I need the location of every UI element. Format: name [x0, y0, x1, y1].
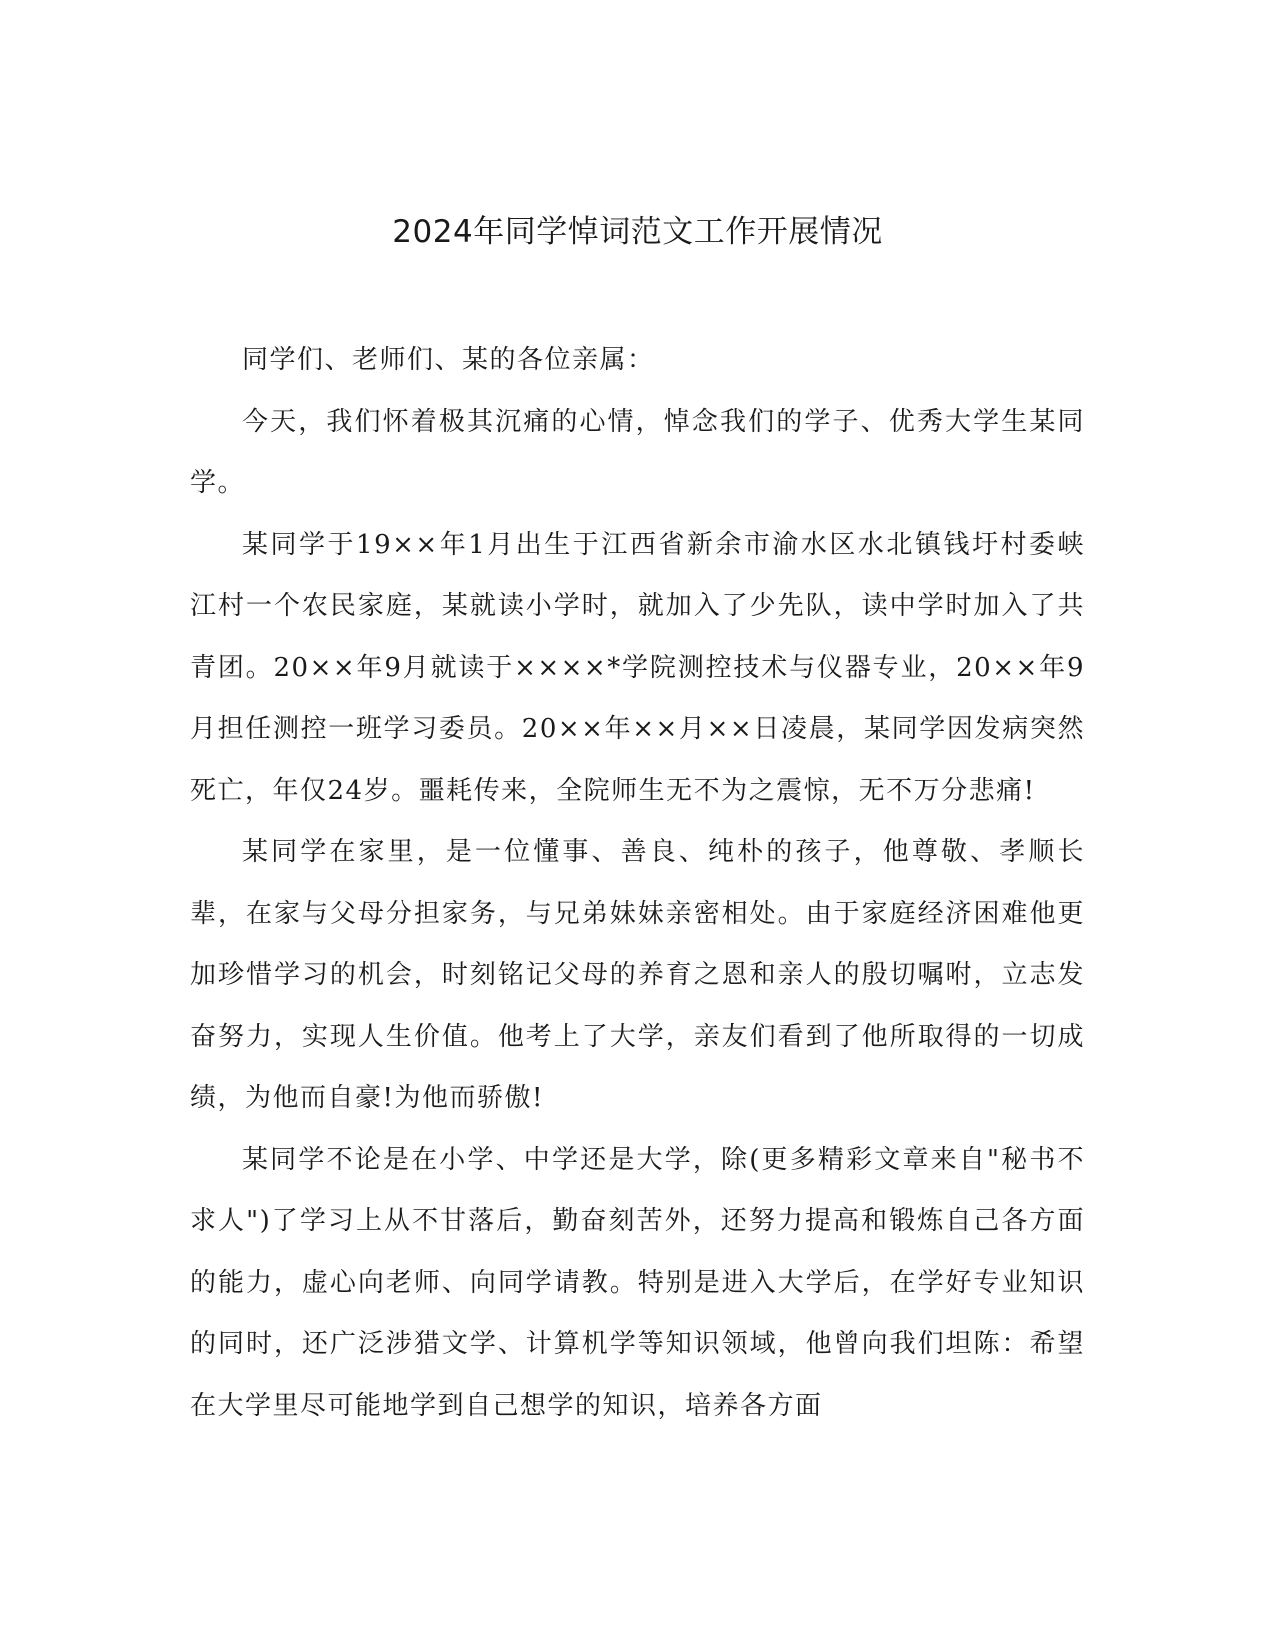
paragraph-biography: 某同学于19××年1月出生于江西省新余市渝水区水北镇钱圩村委峡江村一个农民家庭，某就读小学时，就加入了少先队，读中学时加入了共青团。20××年9月就读于××××*学院测控技术与仪器专业，20××年9月担任测控一班学习委员。20××年××月××日凌晨，某同学因发病突然死亡，年仅24岁。噩耗传来，全院师生无不为之震惊，无不万分悲痛!: [190, 529, 1085, 806]
paragraph-opening: 今天，我们怀着极其沉痛的心情，悼念我们的学子、优秀大学生某同学。: [190, 406, 1085, 498]
paragraph-study: 某同学不论是在小学、中学还是大学，除(更多精彩文章来自"秘书不求人")了学习上从不甘落后，勤奋刻苦外，还努力提高和锻炼自己各方面的能力，虚心向老师、向同学请教。特别是进入大学后，在学好专业知识的同时，还广泛涉猎文学、计算机学等知识领域，他曾向我们坦陈：希望在大学里尽可能地学到自己想学的知识，培养各方面: [190, 1144, 1085, 1421]
paragraph-salutation: 同学们、老师们、某的各位亲属：: [242, 345, 655, 375]
document-body: [190, 330, 1085, 1437]
paragraph-family: 某同学在家里，是一位懂事、善良、纯朴的孩子，他尊敬、孝顺长辈，在家与父母分担家务，与兄弟妹妹亲密相处。由于家庭经济困难他更加珍惜学习的机会，时刻铭记父母的养育之恩和亲人的殷切嘱咐，立志发奋努力，实现人生价值。他考上了大学，亲友们看到了他所取得的一切成绩，为他而自豪!为他而骄傲!: [190, 837, 1085, 1113]
document-title: 2024年同学悼词范文工作开展情况: [392, 214, 883, 250]
